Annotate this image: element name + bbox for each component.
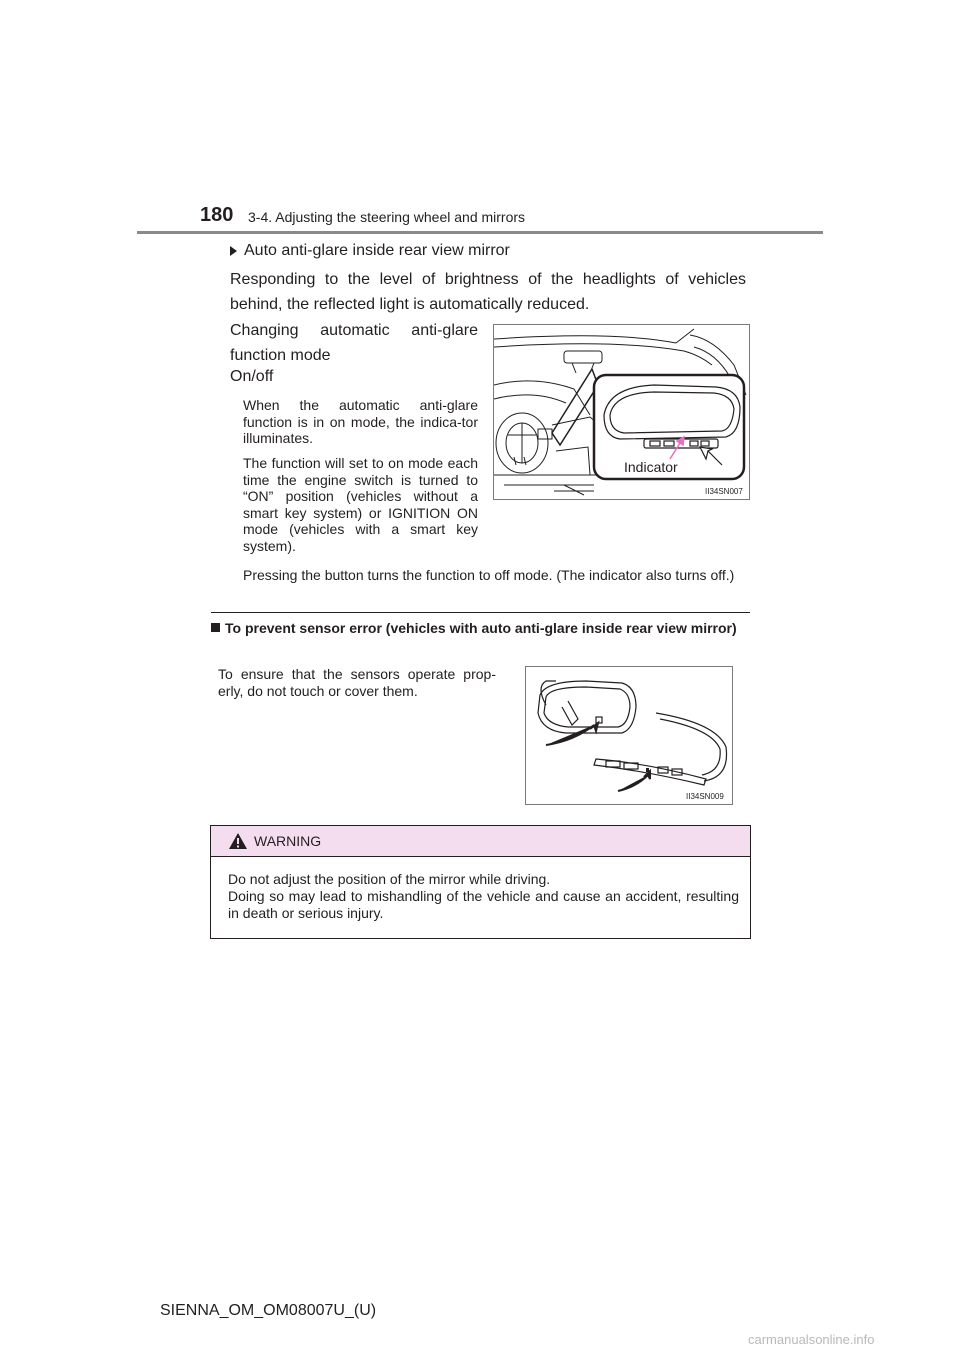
- sensor-heading-text: To prevent sensor error (vehicles with auto anti-glare inside rear view mirror): [225, 620, 737, 636]
- figure-code: II34SN009: [686, 792, 724, 801]
- figure-code: II34SN007: [705, 487, 743, 496]
- sensor-figure: [525, 666, 733, 805]
- mirror-figure: [493, 324, 750, 500]
- intro-line: behind, the reflected light is automatically reduced.: [230, 296, 590, 313]
- intro-paragraph: [230, 267, 746, 317]
- on-off-label: On/off: [230, 368, 274, 385]
- document-code: SIENNA_OM_OM08007U_(U): [160, 1302, 377, 1319]
- page-number: 180: [200, 204, 234, 226]
- section-title: 3-4. Adjusting the steering wheel and mirrors: [248, 209, 526, 225]
- sub-heading-text: Auto anti-glare inside rear view mirror: [244, 242, 510, 259]
- warning-line: Do not adjust the position of the mirror while driving.: [228, 871, 551, 887]
- triangle-bullet-icon: [230, 246, 237, 256]
- warning-box: [210, 825, 751, 939]
- sensor-illustration: [526, 667, 732, 804]
- indicator-label: Indicator: [624, 459, 678, 475]
- warning-line: Doing so may lead to mishandling of the vehicle and cause an accident, resulting in death or serious injury.: [228, 888, 739, 921]
- square-bullet-icon: [211, 623, 220, 632]
- warning-icon: [229, 833, 247, 849]
- note-indicator: When the automatic anti-glare function is in on mode, the indica-tor illuminates.: [243, 397, 478, 446]
- mirror-illustration: [494, 325, 749, 499]
- watermark: carmanualsonline.info: [748, 1332, 875, 1347]
- header-rule: [137, 231, 823, 234]
- intro-line: Responding to the level of brightness of the headlights of vehicles: [230, 271, 746, 288]
- warning-header: [211, 826, 750, 857]
- warning-body: [228, 871, 739, 922]
- warning-title: WARNING: [254, 833, 322, 849]
- note-button: Pressing the button turns the function to off mode. (The indicator also turns off.): [243, 567, 735, 583]
- sensor-heading: [211, 620, 747, 637]
- note-engine-switch: The function will set to on mode each time the engine switch is turned to “ON” position (vehicles without a smart key system) or IGNITION ON mode (vehicles with a smart key system).: [243, 455, 478, 554]
- sensor-body: To ensure that the sensors operate prop-erly, do not touch or cover them.: [218, 666, 496, 699]
- section-divider: [211, 612, 750, 613]
- sub-heading: [230, 242, 510, 260]
- mode-title: Changing automatic anti-glare function mode: [230, 322, 478, 364]
